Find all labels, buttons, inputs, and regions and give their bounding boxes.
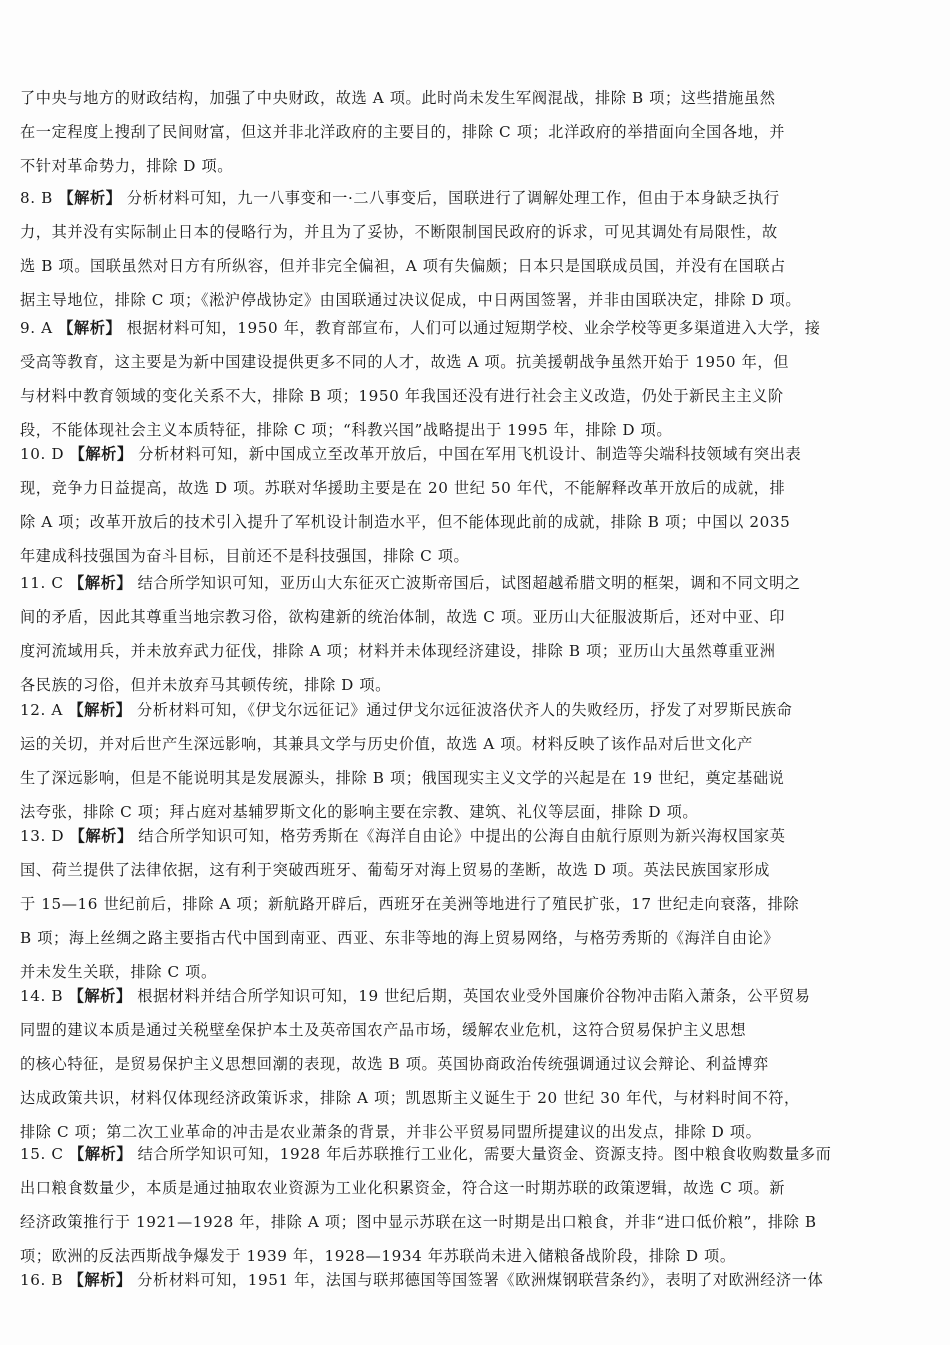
text-line: 法夸张，排除 C 项；拜占庭对基辅罗斯文化的影响主要在宗教、建筑、礼仪等层面，排除 D 项。 bbox=[20, 803, 699, 821]
answer-number: 11. C bbox=[20, 574, 64, 592]
text-line: 受高等教育，这主要是为新中国建设提供更多不同的人才，故选 A 项。抗美援朝战争虽然开始于 1950 年，但 bbox=[20, 353, 789, 371]
text-line: 年建成科技强国为奋斗目标，目前还不是科技强国，排除 C 项。 bbox=[20, 547, 470, 565]
text-line: 现，竞争力日益提高，故选 D 项。苏联对华援助主要是在 20 世纪 50 年代，不能解释改革开放后的成就，排 bbox=[20, 479, 786, 497]
text-line: 不针对革命势力，排除 D 项。 bbox=[20, 157, 234, 175]
text-line: 段，不能体现社会主义本质特征，排除 C 项；“科教兴国”战略提出于 1995 年，排除 D 项。 bbox=[20, 421, 673, 439]
text-line: 出口粮食数量少，本质是通过抽取农业资源为工业化积累资金，符合这一时期苏联的政策逻辑，故选 C 项。新 bbox=[20, 1179, 786, 1197]
text-line: 间的矛盾，因此其尊重当地宗教习俗，欲构建新的统治体制，故选 C 项。亚历山大征服波斯后，还对中亚、印 bbox=[20, 608, 786, 626]
text-line: 达成政策共识，材料仅体现经济政策诉求，排除 A 项；凯恩斯主义诞生于 20 世纪 30 年代，与材料时间不符， bbox=[20, 1089, 800, 1107]
text-line: 项；欧洲的反法西斯战争爆发于 1939 年，1928—1934 年苏联尚未进入储粮备战阶段，排除 D 项。 bbox=[20, 1247, 736, 1265]
answer-first-line bbox=[20, 986, 810, 1006]
text-line: 分析材料可知，九一八事变和一·二八事变后，国联进行了调解处理工作，但由于本身缺乏执行 bbox=[126, 189, 780, 207]
text-line: 的核心特征，是贸易保护主义思想回潮的表现，故选 B 项。英国协商政治传统强调通过议会辩论、利益博弈 bbox=[20, 1055, 769, 1073]
text-line: 分析材料可知，1951 年，法国与联邦德国等国签署《欧洲煤钢联营条约》，表明了对欧洲经济一体 bbox=[137, 1271, 824, 1289]
analysis-tag: 【解析】 bbox=[69, 1145, 133, 1163]
text-line: 在一定程度上搜刮了民间财富，但这并非北洋政府的主要目的，排除 C 项；北洋政府的举措面向全国各地，并 bbox=[20, 123, 786, 141]
text-line: 力，其并没有实际制止日本的侵略行为，并且为了妥协，不断限制国民政府的诉求，可见其调处有局限性，故 bbox=[20, 223, 778, 241]
analysis-tag: 【解析】 bbox=[68, 987, 132, 1005]
answer-first-line bbox=[20, 444, 801, 464]
answer-number: 13. D bbox=[20, 827, 65, 845]
answer-first-line bbox=[20, 826, 786, 846]
text-line: 国、荷兰提供了法律依据，这有利于突破西班牙、葡萄牙对海上贸易的垄断，故选 D 项。英法民族国家形成 bbox=[20, 861, 770, 879]
answer-number: 12. A bbox=[20, 701, 63, 719]
text-line: 各民族的习俗，但并未放弃马其顿传统，排除 D 项。 bbox=[20, 676, 391, 694]
answer-number: 9. A bbox=[20, 319, 53, 337]
text-line: 结合所学知识可知，亚历山大东征灭亡波斯帝国后，试图超越希腊文明的框架，调和不同文明之 bbox=[137, 574, 801, 592]
text-line: 度河流域用兵，并未放弃武力征伐，排除 A 项；材料并未体现经济建设，排除 B 项；亚历山大虽然尊重亚洲 bbox=[20, 642, 776, 660]
analysis-tag: 【解析】 bbox=[68, 1271, 132, 1289]
answer-first-line bbox=[20, 188, 780, 208]
answer-number: 16. B bbox=[20, 1271, 64, 1289]
text-line: 同盟的建议本质是通过关税壁垒保护本土及英帝国农产品市场，缓解农业危机，这符合贸易保护主义思想 bbox=[20, 1021, 747, 1039]
text-line: 分析材料可知，《伊戈尔远征记》通过伊戈尔远征波洛伏齐人的失败经历，抒发了对罗斯民族命 bbox=[136, 701, 793, 719]
answer-first-line bbox=[20, 700, 792, 720]
analysis-tag: 【解析】 bbox=[69, 574, 133, 592]
analysis-tag: 【解析】 bbox=[69, 827, 133, 845]
answer-number: 8. B bbox=[20, 189, 53, 207]
answer-first-line bbox=[20, 1144, 831, 1164]
text-line: 排除 C 项；第二次工业革命的冲击是农业萧条的背景，并非公平贸易同盟所提建议的出发点，排除 D 项。 bbox=[20, 1123, 762, 1141]
analysis-tag: 【解析】 bbox=[69, 445, 133, 463]
text-line: 分析材料可知，新中国成立至改革开放后，中国在军用飞机设计、制造等尖端科技领域有突出表 bbox=[138, 445, 802, 463]
text-line: 选 B 项。国联虽然对日方有所纵容，但并非完全偏袒，A 项有失偏颇；日本只是国联成员国，并没有在国联占 bbox=[20, 257, 786, 275]
answer-first-line bbox=[20, 1270, 823, 1290]
text-line: 结合所学知识可知，格劳秀斯在《海洋自由论》中提出的公海自由航行原则为新兴海权国家英 bbox=[138, 827, 786, 845]
analysis-tag: 【解析】 bbox=[58, 319, 122, 337]
text-line: 并未发生关联，排除 C 项。 bbox=[20, 963, 217, 981]
answer-number: 15. C bbox=[20, 1145, 64, 1163]
text-line: 与材料中教育领域的变化关系不大，排除 B 项；1950 年我国还没有进行社会主义改造，仍处于新民主主义阶 bbox=[20, 387, 784, 405]
answer-number: 14. B bbox=[20, 987, 64, 1005]
answer-number: 10. D bbox=[20, 445, 65, 463]
answer-first-line bbox=[20, 573, 801, 593]
text-line: 结合所学知识可知，1928 年后苏联推行工业化，需要大量资金、资源支持。图中粮食收购数量多而 bbox=[137, 1145, 832, 1163]
answer-first-line bbox=[20, 318, 821, 338]
text-line: 于 15—16 世纪前后，排除 A 项；新航路开辟后，西班牙在美洲等地进行了殖民扩张，17 世纪走向衰落，排除 bbox=[20, 895, 800, 913]
text-line: 据主导地位，排除 C 项；《淞沪停战协定》由国联通过决议促成，中日两国签署，并非由国联决定，排除 D 项。 bbox=[20, 291, 802, 309]
text-line: 了中央与地方的财政结构，加强了中央财政，故选 A 项。此时尚未发生军阀混战，排除 B 项；这些措施虽然 bbox=[20, 89, 776, 107]
text-line: 经济政策推行于 1921—1928 年，排除 A 项；图中显示苏联在这一时期是出口粮食，并非“进口低价粮”，排除 B bbox=[20, 1213, 817, 1231]
text-line: 运的关切，并对后世产生深远影响，其兼具文学与历史价值，故选 A 项。材料反映了该作品对后世文化产 bbox=[20, 735, 753, 753]
text-line: B 项；海上丝绸之路主要指古代中国到南亚、西亚、东非等地的海上贸易网络，与格劳秀斯的《海洋自由论》 bbox=[20, 929, 780, 947]
text-line: 生了深远影响，但是不能说明其是发展源头，排除 B 项；俄国现实主义文学的兴起是在 19 世纪，奠定基础说 bbox=[20, 769, 785, 787]
analysis-tag: 【解析】 bbox=[58, 189, 122, 207]
text-line: 根据材料可知，1950 年，教育部宣布，人们可以通过短期学校、业余学校等更多渠道进入大学，接 bbox=[126, 319, 821, 337]
analysis-tag: 【解析】 bbox=[68, 701, 132, 719]
text-line: 除 A 项；改革开放后的技术引入提升了军机设计制造水平，但不能体现此前的成就，排除 B 项；中国以 2035 bbox=[20, 513, 791, 531]
text-line: 根据材料并结合所学知识可知，19 世纪后期，英国农业受外国廉价谷物冲击陷入萧条，公平贸易 bbox=[137, 987, 811, 1005]
